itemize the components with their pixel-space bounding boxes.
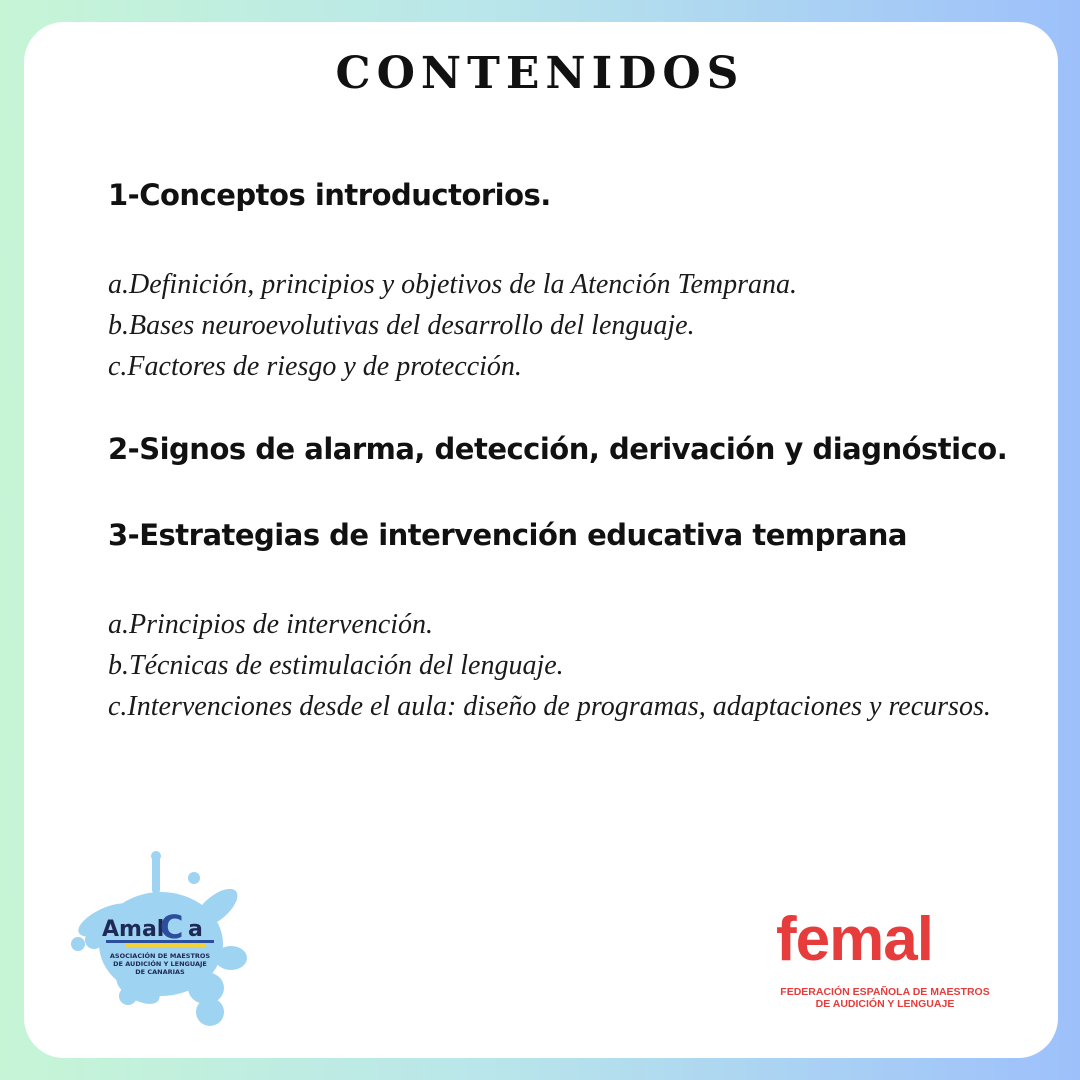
femal-logo — [776, 905, 994, 1016]
page-title: CONTENIDOS — [335, 48, 745, 99]
femal-wordmark: femal — [776, 905, 933, 974]
svg-text:ASOCIACIÓN DE MAESTROS: ASOCIACIÓN DE MAESTROS — [109, 952, 211, 960]
section-heading-3: 3-Estrategias de intervención educativa temprana — [108, 518, 907, 552]
svg-text:Amal: Amal — [102, 917, 165, 942]
svg-text:DE CANARIAS: DE CANARIAS — [135, 968, 185, 976]
section-heading-2: 2-Signos de alarma, detección, derivación y diagnóstico. — [108, 432, 1008, 466]
list-item: b.Bases neuroevolutivas del desarrollo del lenguaje. — [108, 310, 695, 341]
section-heading-1: 1-Conceptos introductorios. — [108, 178, 551, 212]
section-3-list — [108, 604, 1008, 727]
svg-text:a: a — [188, 917, 203, 942]
svg-text:DE AUDICIÓN Y LENGUAJE: DE AUDICIÓN Y LENGUAJE — [113, 960, 207, 968]
amalca-logo — [66, 848, 251, 1028]
list-item: c.Intervenciones desde el aula: diseño de programas, adaptaciones y recursos. — [108, 691, 991, 722]
section-1-list — [108, 264, 1008, 387]
list-item: c.Factores de riesgo y de protección. — [108, 351, 522, 382]
femal-subtitle — [776, 986, 994, 1010]
femal-subtitle-line: FEDERACIÓN ESPAÑOLA DE MAESTROS — [780, 986, 990, 998]
list-item: b.Técnicas de estimulación del lenguaje. — [108, 650, 564, 681]
svg-text:C: C — [160, 908, 184, 946]
femal-subtitle-line: DE AUDICIÓN Y LENGUAJE — [815, 998, 955, 1010]
amalca-splash-icon — [66, 848, 251, 1028]
list-item: a.Definición, principios y objetivos de la Atención Temprana. — [108, 269, 798, 300]
list-item: a.Principios de intervención. — [108, 609, 434, 640]
